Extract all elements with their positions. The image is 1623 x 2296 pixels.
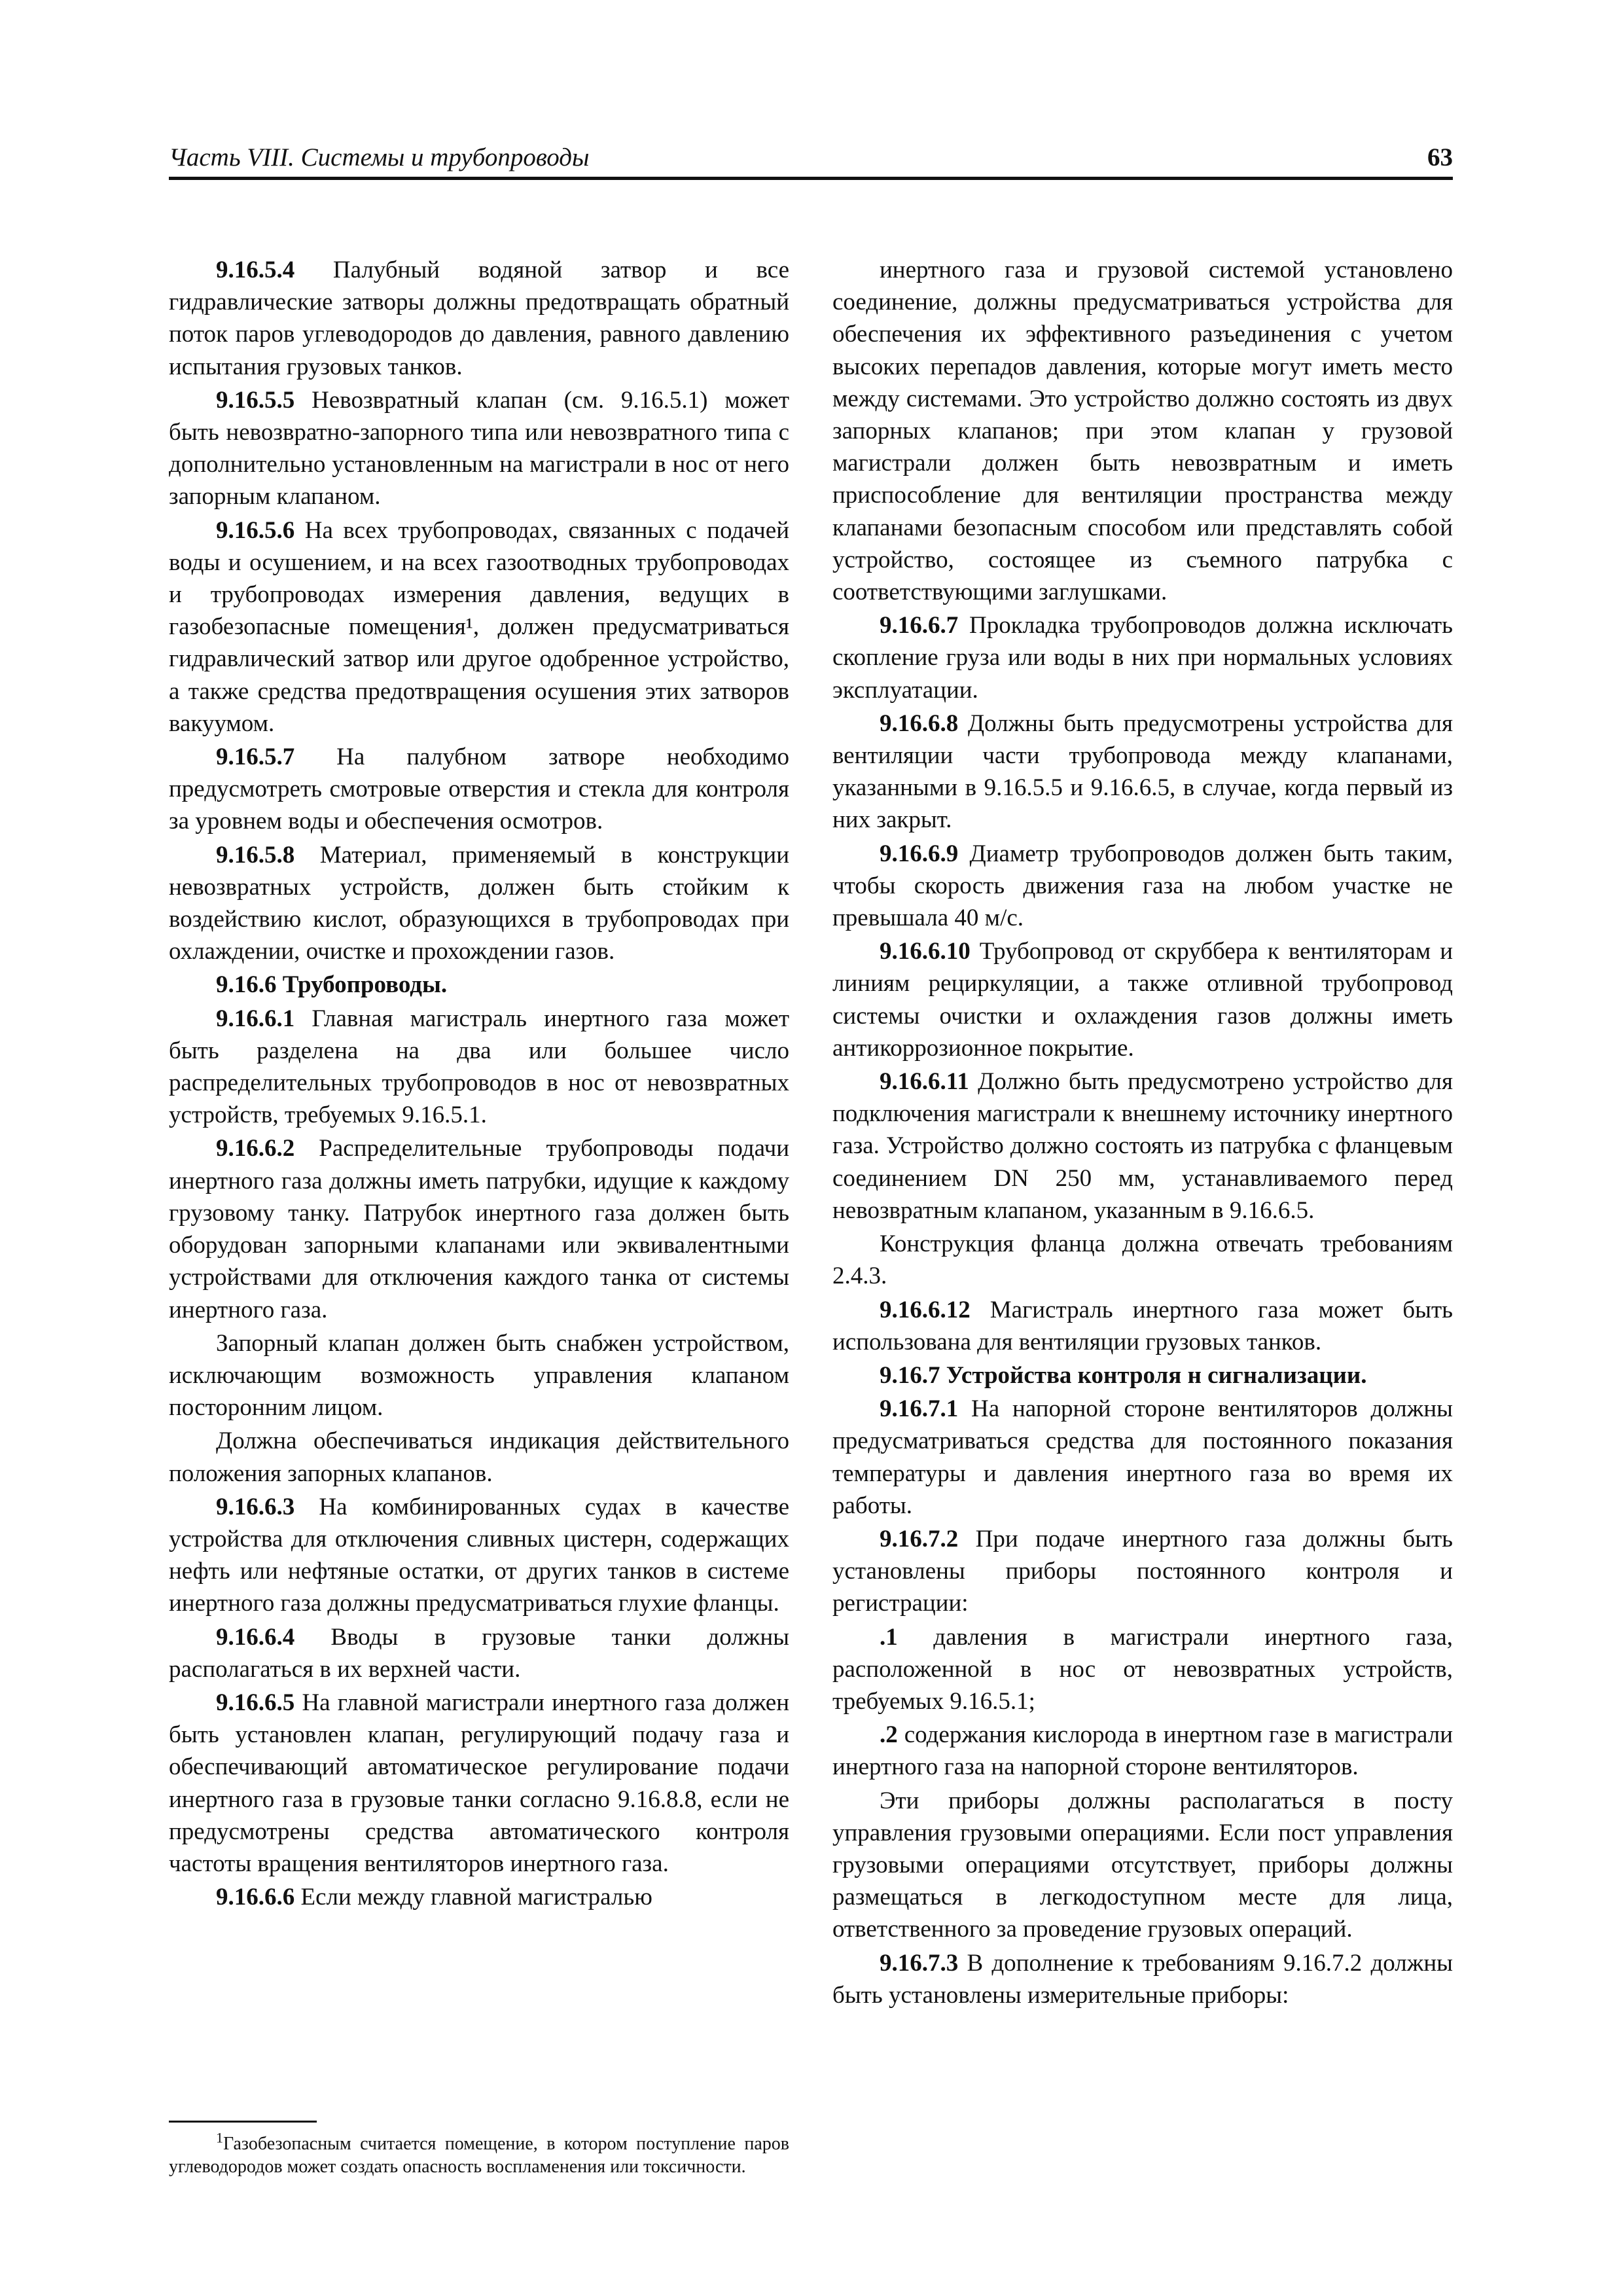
paragraph-text: Магистраль инертного газа может быть использована для вентиляции грузовых танков. — [832, 1296, 1453, 1355]
paragraph-text: Должно быть предусмотрено устройство для подключения магистрали к внешнему источнику инертного газа. Устройство должно состоять из патрубка с фланцевым соединением DN 250 мм, устанавливаемого перед невозвратным клапаном, указанным в 9.16.6.5. — [832, 1068, 1453, 1224]
paragraph-text: Если между главной магистралью — [294, 1884, 652, 1911]
paragraph-text: Трубопровод от скруббера к вентиляторам и линиям рециркуляции, а также отливной трубопровод системы очистки и охлаждения газов должны иметь антикоррозионное покрытие. — [832, 938, 1453, 1062]
clause-number: 9.16.7.2 — [880, 1525, 959, 1552]
clause-number: 9.16.6.11 — [880, 1068, 969, 1096]
paragraph — [169, 1621, 789, 1685]
paragraph-text: Диаметр трубопроводов должен быть таким, чтобы скорость движения газа на любом участке не превышала 40 м/с. — [832, 840, 1453, 932]
paragraph — [169, 1881, 789, 1913]
paragraph — [169, 1003, 789, 1132]
paragraph-text: Эти приборы должны располагаться в посту управления грузовыми операциями. Если пост управления грузовыми операциями отсутствует, приборы должны размещаться в легкодоступном месте для лица, ответственного за проведение грузовых операций. — [832, 1787, 1453, 1943]
paragraph — [832, 1294, 1453, 1358]
clause-number: 9.16.5.7 — [216, 744, 295, 771]
paragraph-text: Главная магистраль инертного газа может быть разделена на два или большее число распределительных трубопроводов в нос от невозвратных устройств, требуемых 9.16.5.1. — [169, 1005, 789, 1129]
paragraph — [169, 1425, 789, 1489]
paragraph — [169, 741, 789, 838]
clause-number: 9.16.6 Трубопроводы. — [216, 971, 448, 999]
paragraph — [832, 1947, 1453, 2011]
paragraph — [832, 609, 1453, 706]
clause-number: 9.16.6.1 — [216, 1005, 295, 1032]
clause-number: .2 — [880, 1721, 898, 1749]
paragraph — [832, 1066, 1453, 1227]
paragraph-text: На напорной стороне вентиляторов должны предусматриваться средства для постоянного показания температуры и давления инертного газа во время их работы. — [832, 1395, 1453, 1519]
paragraph — [169, 969, 789, 1001]
right-column — [832, 254, 1453, 2013]
clause-number: 9.16.6.4 — [216, 1623, 295, 1651]
clause-number: 9.16.5.8 — [216, 841, 295, 869]
paragraph-text: На всех трубопроводах, связанных с подачей воды и осушением, и на всех газоотводных трубопроводах и трубопроводах измерения давления, ведущих в газобезопасные помещения¹, должен предусматриваться гидравлический затвор или другое одобренное устройство, а также средства предотвращения осушения этих затворов вакуумом. — [169, 516, 789, 737]
paragraph-text: На главной магистрали инертного газа должен быть установлен клапан, регулирующий подачу газа и обеспечивающий автоматическое регулирование подачи инертного газа в грузовые танки согласно 9.16.8.8, если не предусмотрены средства автоматического контроля частоты вращения вентиляторов инертного газа. — [169, 1689, 789, 1877]
clause-number: 9.16.6.8 — [880, 709, 959, 737]
paragraph — [169, 839, 789, 968]
clause-number: 9.16.7.3 — [880, 1949, 959, 1977]
paragraph — [832, 1621, 1453, 1718]
clause-number: 9.16.6.3 — [216, 1493, 295, 1520]
page-header — [169, 143, 1453, 179]
paragraph — [169, 514, 789, 740]
paragraph-text: Вводы в грузовые танки должны располагаться в их верхней части. — [169, 1623, 789, 1683]
clause-number: 9.16.6.5 — [216, 1689, 295, 1716]
footnote-marker: 1 — [216, 2129, 223, 2146]
paragraph-text: Запорный клапан должен быть снабжен устройством, исключающим возможность управления клапаном посторонним лицом. — [169, 1329, 789, 1422]
footnote-separator — [169, 2121, 317, 2123]
clause-number: 9.16.6.6 — [216, 1884, 295, 1911]
paragraph-text: Прокладка трубопроводов должна исключать скопление груза или воды в них при нормальных условиях эксплуатации. — [832, 612, 1453, 704]
paragraph — [169, 384, 789, 513]
paragraph-text: Невозвратный клапан (см. 9.16.5.1) может быть невозвратно-запорного типа или невозвратного типа с дополнительно установленным на магистрали в нос от него запорным клапаном. — [169, 386, 789, 511]
paragraph — [832, 254, 1453, 608]
paragraph — [832, 708, 1453, 836]
running-title: Часть VIII. Системы и трубопроводы — [169, 143, 590, 171]
page-number: 63 — [1427, 143, 1453, 171]
paragraph-text: инертного газа и грузовой системой установлено соединение, должны предусматриваться устройства для обеспечения их эффективного разъединения с учетом высоких перепадов давления, которые могут иметь место между системами. Это устройство должно состоять из двух запорных клапанов; при этом клапан у грузовой магистрали должен быть невозвратным и иметь приспособление для вентиляции пространства между клапанами безопасным способом или представлять собой устройство, состоящее из съемного патрубка с соответствующими заглушками. — [832, 257, 1453, 606]
clause-number: 9.16.6.9 — [880, 840, 959, 867]
paragraph-text: Распределительные трубопроводы подачи инертного газа должны иметь патрубки, идущие к каждому грузовому танку. Патрубок инертного газа должен быть оборудован запорными клапанами или эквивалентными устройствами для отключения каждого танка от системы инертного газа. — [169, 1135, 789, 1323]
clause-number: 9.16.6.10 — [880, 938, 971, 965]
clause-number: 9.16.6.2 — [216, 1135, 295, 1162]
clause-number: .1 — [880, 1623, 898, 1651]
clause-number: 9.16.7.1 — [880, 1395, 959, 1423]
paragraph-text: На комбинированных судах в качестве устройства для отключения сливных цистерн, содержащих нефть или нефтяные остатки, от других танков в системе инертного газа должны предусматриваться глухие фланцы. — [169, 1493, 789, 1617]
paragraph — [832, 1359, 1453, 1391]
paragraph-text: Палубный водяной затвор и все гидравлические затворы должны предотвращать обратный поток паров углеводородов до давления, равного давлению испытания грузовых танков. — [169, 257, 789, 380]
paragraph-text: Должны быть предусмотрены устройства для вентиляции части трубопровода между клапанами, указанными в 9.16.5.5 и 9.16.6.5, в случае, когда первый из них закрыт. — [832, 709, 1453, 834]
clause-number: 9.16.5.6 — [216, 516, 295, 544]
paragraph-text: При подаче инертного газа должны быть установлены приборы постоянного контроля и регистрации: — [832, 1525, 1453, 1617]
clause-number: 9.16.5.5 — [216, 386, 295, 414]
footnote — [169, 2129, 789, 2178]
paragraph — [832, 935, 1453, 1064]
paragraph-text: Должна обеспечиваться индикация действительного положения запорных клапанов. — [169, 1427, 789, 1487]
paragraph-text: давления в магистрали инертного газа, расположенной в нос от невозвратных устройств, требуемых 9.16.5.1; — [832, 1623, 1453, 1715]
paragraph-text: Конструкция фланца должна отвечать требованиям 2.4.3. — [832, 1230, 1453, 1290]
clause-number: 9.16.6.7 — [880, 612, 959, 639]
paragraph — [169, 1327, 789, 1424]
paragraph — [832, 1523, 1453, 1620]
paragraph — [169, 254, 789, 383]
paragraph — [169, 1132, 789, 1325]
clause-number: 9.16.6.12 — [880, 1296, 971, 1323]
paragraph — [832, 1719, 1453, 1783]
paragraph-text: Материал, применяемый в конструкции невозвратных устройств, должен быть стойким к воздействию кислот, образующихся в трубопроводах при охлаждении, очистке и прохождении газов. — [169, 841, 789, 965]
paragraph-text: В дополнение к требованиям 9.16.7.2 должны быть установлены измерительные приборы: — [832, 1949, 1453, 2009]
paragraph — [832, 838, 1453, 935]
paragraph — [169, 1491, 789, 1620]
header-rule — [169, 177, 1453, 180]
clause-number: 9.16.5.4 — [216, 257, 295, 283]
paragraph — [832, 1785, 1453, 1946]
paragraph-text: содержания кислорода в инертном газе в магистрали инертного газа на напорной стороне вентиляторов. — [832, 1721, 1453, 1781]
clause-number: 9.16.7 Устройства контроля н сигнализации. — [880, 1361, 1367, 1389]
left-column — [169, 254, 789, 1914]
paragraph — [169, 1687, 789, 1880]
paragraph — [832, 1228, 1453, 1292]
paragraph — [832, 1393, 1453, 1522]
footnote-text: Газобезопасным считается помещение, в котором поступление паров углеводородов может создать опасность воспламенения или токсичности. — [169, 2134, 789, 2177]
paragraph-text: На палубном затворе необходимо предусмотреть смотровые отверстия и стекла для контроля за уровнем воды и обеспечения осмотров. — [169, 744, 789, 835]
